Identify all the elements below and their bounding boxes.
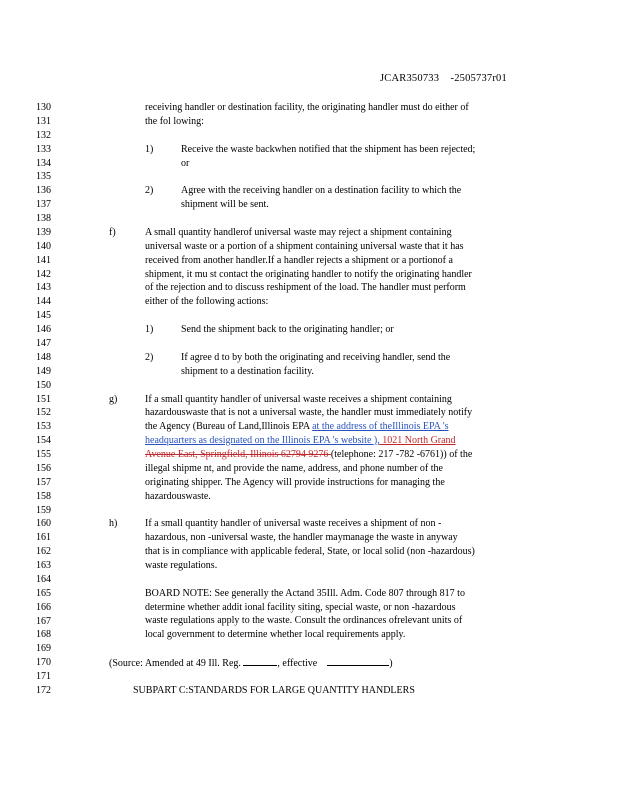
subsection-g-label: g) <box>109 394 118 405</box>
inserted-text-agency-address: at the address of theIllinois EPA 's <box>312 421 449 432</box>
line-number: 162 <box>36 546 51 558</box>
line-number: 144 <box>36 296 51 308</box>
line-number: 170 <box>36 657 51 669</box>
e-item-1-line-134: or <box>181 158 190 169</box>
source-note-open: (Source: Amended at 49 Ill. Reg. <box>109 658 241 669</box>
line-number: 152 <box>36 407 51 419</box>
line-number: 167 <box>36 615 51 627</box>
line-number: 155 <box>36 449 51 460</box>
para-g-line-155 <box>145 448 472 462</box>
para-g-line-152: hazardouswaste that is not a universal waste, the handler must immediately notify <box>145 407 473 418</box>
line-number: 153 <box>36 421 51 433</box>
inserted-text-headquarters: headquarters as designated on the Illinois EPA 's website ), <box>145 435 380 446</box>
para-f-line-140: universal waste or a portion of a shipment containing universal waste that it has <box>145 241 464 252</box>
para-f-line-144: either of the following actions: <box>145 296 269 307</box>
line-number: 169 <box>36 643 51 655</box>
para-g-line-154 <box>145 434 456 448</box>
intro-line-131: the fol lowing: <box>145 116 204 127</box>
para-h-line-163: waste regulations. <box>145 560 218 571</box>
para-g-line-151: If a small quantity handler of universal waste receives a shipment containing <box>145 394 452 405</box>
line-number: 154 <box>36 435 51 447</box>
inserted-text-street-address: 1021 North Grand <box>379 435 456 446</box>
line-number: 151 <box>36 393 51 405</box>
f-item-1-number: 1) <box>145 324 154 335</box>
line-number: 138 <box>36 213 51 224</box>
para-h-line-162: that is in compliance with applicable federal, State, or local solid (non -hazardous) <box>145 546 475 557</box>
board-note-line-168: local government to determine whether local requirements apply. <box>145 629 406 640</box>
effective-date-blank <box>327 656 389 666</box>
e-item-1-line-133: Receive the waste backwhen notified that the shipment has been rejected; <box>181 144 476 155</box>
line-number: 139 <box>36 226 51 238</box>
intro-line-130: receiving handler or destination facility, the originating handler must do either of <box>145 102 469 113</box>
line-number: 159 <box>36 504 51 516</box>
line-number: 148 <box>36 351 51 363</box>
line-number: 140 <box>36 240 51 252</box>
line-number: 166 <box>36 601 51 613</box>
e-item-1-number: 1) <box>145 144 154 155</box>
para-g-line-153 <box>145 420 449 434</box>
para-h-line-161: hazardous, non -universal waste, the handler maymanage the waste in anyway <box>145 532 458 543</box>
line-number: 156 <box>36 462 51 474</box>
doc-revision: -2505737r01 <box>450 73 507 84</box>
para-g-line-153-text: the Agency (Bureau of Land,Illinois EPA <box>145 421 313 432</box>
line-number: 135 <box>36 171 51 183</box>
line-number: 146 <box>36 324 51 336</box>
line-number: 172 <box>36 685 51 696</box>
line-number: 130 <box>36 102 51 113</box>
line-number: 132 <box>36 129 51 141</box>
e-item-2-number: 2) <box>145 185 154 196</box>
para-f-line-142: shipment, it mu st contact the originating handler to notify the originating handler <box>145 269 472 280</box>
e-item-2-line-137: shipment will be sent. <box>181 199 269 210</box>
para-g-line-158: hazardouswaste. <box>145 491 211 502</box>
board-note-line-167: waste regulations apply to the waste. Consult the ordinances ofrelevant units of <box>145 615 463 626</box>
board-note-line-166: determine whether addit ional facility siting, special waste, or non -hazardous <box>145 602 456 613</box>
f-item-2-line-149: shipment to a destination facility. <box>181 366 314 377</box>
line-number: 171 <box>36 671 51 683</box>
line-number: 149 <box>36 365 51 377</box>
para-g-line-155-text: (telephone: 217 -782 -6761)) of the <box>330 449 473 460</box>
deleted-text-address: Avenue East, Springfield, Illinois 62794 9276 <box>145 449 331 460</box>
line-number: 158 <box>36 490 51 502</box>
line-number: 134 <box>36 157 51 169</box>
line-number: 168 <box>36 629 51 641</box>
source-note <box>109 656 393 671</box>
board-note-line-165: BOARD NOTE: See generally the Actand 35Ill. Adm. Code 807 through 817 to <box>145 588 465 599</box>
line-number: 147 <box>36 338 51 349</box>
doc-id: JCAR350733 <box>380 73 440 84</box>
line-number: 161 <box>36 532 51 544</box>
line-number: 150 <box>36 379 51 391</box>
line-number: 133 <box>36 143 51 155</box>
subsection-h-label: h) <box>109 518 118 529</box>
line-number: 143 <box>36 282 51 294</box>
line-number: 131 <box>36 115 51 127</box>
para-f-line-141: received from another handler.If a handler rejects a shipment or a portionof a <box>145 255 453 266</box>
document-header <box>380 73 507 84</box>
line-number: 137 <box>36 199 51 211</box>
line-number: 157 <box>36 476 51 488</box>
e-item-2-line-136: Agree with the receiving handler on a destination facility to which the <box>181 185 462 196</box>
subsection-f-label: f) <box>109 227 116 238</box>
line-number: 164 <box>36 573 51 585</box>
line-number: 163 <box>36 560 51 571</box>
para-h-line-160: If a small quantity handler of universal waste receives a shipment of non - <box>145 518 442 529</box>
line-number: 145 <box>36 310 51 322</box>
f-item-2-number: 2) <box>145 352 154 363</box>
line-number: 136 <box>36 185 51 197</box>
source-note-close: ) <box>389 658 393 669</box>
para-f-line-143: of the rejection and to discuss reshipment of the load. The handler must perform <box>145 282 466 293</box>
subpart-heading: SUBPART C:STANDARDS FOR LARGE QUANTITY HANDLERS <box>133 685 415 696</box>
f-item-2-line-148: If agree d to by both the originating and receiving handler, send the <box>181 352 451 363</box>
f-item-1-line-146: Send the shipment back to the originating handler; or <box>181 324 394 335</box>
para-f-line-139: A small quantity handlerof universal waste may reject a shipment containing <box>145 227 452 238</box>
line-number: 141 <box>36 254 51 266</box>
line-number: 165 <box>36 587 51 599</box>
line-number: 160 <box>36 518 51 530</box>
para-g-line-157: originating shipper. The Agency will provide instructions for managing the <box>145 477 445 488</box>
register-page-blank <box>243 656 277 666</box>
source-note-mid: , effective <box>277 658 318 669</box>
line-number: 142 <box>36 268 51 280</box>
para-g-line-156: illegal shipme nt, and provide the name, address, and phone number of the <box>145 463 443 474</box>
